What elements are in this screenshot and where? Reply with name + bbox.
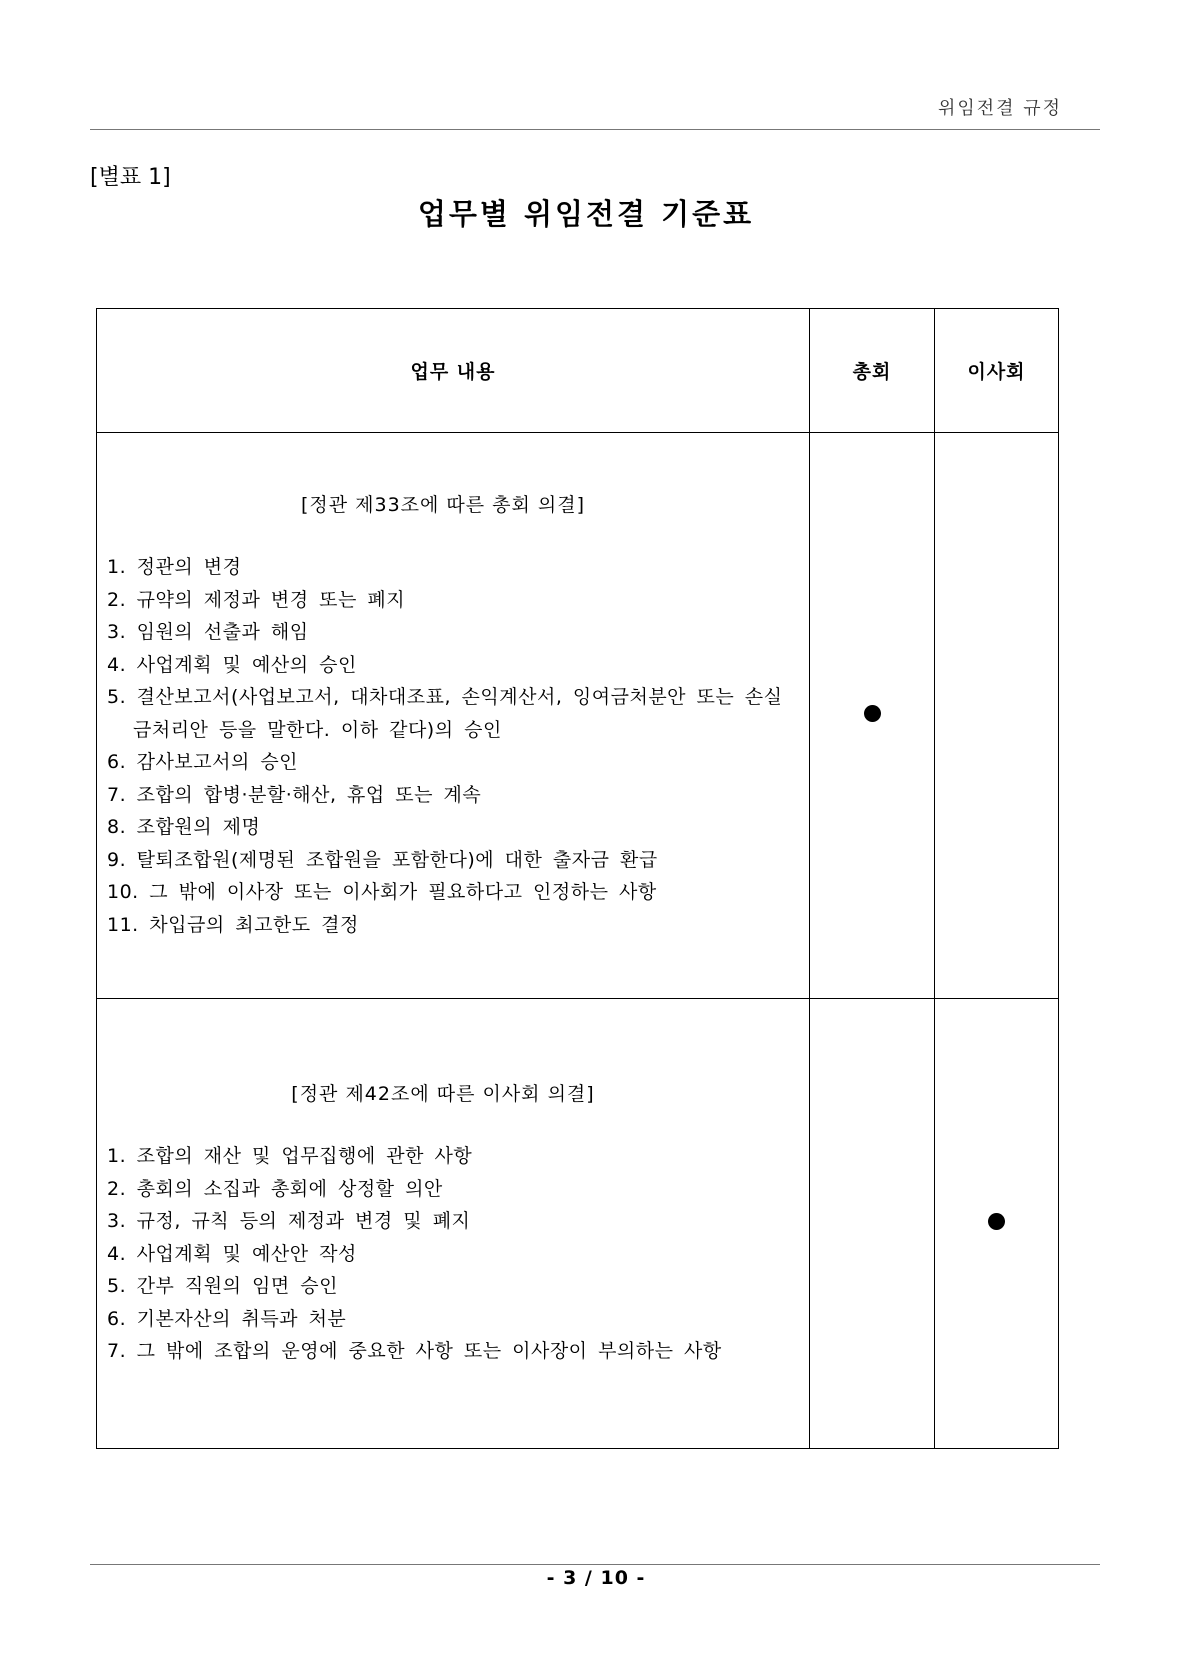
list-item: 6. 감사보고서의 승인 xyxy=(107,751,299,773)
list-item: 9. 탈퇴조합원(제명된 조합원을 포함한다)에 대한 출자금 환급 xyxy=(107,848,658,871)
list-item: 7. 조합의 합병·분할·해산, 휴업 또는 계속 xyxy=(107,783,482,806)
header-divider xyxy=(90,129,1100,130)
list-item: 11. 차입금의 최고한도 결정 xyxy=(107,913,359,936)
work-content-cell xyxy=(97,999,810,1449)
page-number: - 3 / 10 - xyxy=(546,1567,646,1589)
list-item: 3. 임원의 선출과 해임 xyxy=(107,621,309,643)
list-item: 2. 총회의 소집과 총회에 상정할 의안 xyxy=(107,1177,443,1200)
list-item: 1. 조합의 재산 및 업무집행에 관한 사항 xyxy=(107,1145,473,1168)
list-item: 2. 규약의 제정과 변경 또는 폐지 xyxy=(107,588,406,611)
board-mark-cell xyxy=(935,999,1059,1449)
annex-label: [별표 1] xyxy=(90,165,171,190)
document-header-label: 위임전결 규정 xyxy=(937,98,1062,119)
list-item: 7. 그 밖에 조합의 운영에 중요한 사항 또는 이사장이 부의하는 사항 xyxy=(107,1340,722,1363)
list-item: 5. 간부 직원의 임면 승인 xyxy=(107,1275,338,1298)
list-item: 10. 그 밖에 이사장 또는 이사회가 필요하다고 인정하는 사항 xyxy=(107,881,657,903)
list-item: 4. 사업계획 및 예산의 승인 xyxy=(107,653,357,676)
column-header-board: 이사회 xyxy=(935,309,1059,433)
general-assembly-mark-cell xyxy=(810,999,935,1449)
column-header-general-assembly: 총회 xyxy=(810,309,935,433)
board-mark-cell xyxy=(935,433,1059,999)
item-list xyxy=(107,1140,799,1368)
list-item: 5. 결산보고서(사업보고서, 대차대조표, 손익계산서, 잉여금처분안 또는 손실금처리안 등을 말한다. 이하 같다)의 승인 xyxy=(107,686,783,741)
column-header-work-content: 업무 내용 xyxy=(97,309,810,433)
approval-dot-icon xyxy=(988,1213,1005,1230)
list-item: 3. 규정, 규칙 등의 제정과 변경 및 폐지 xyxy=(107,1210,471,1233)
section-heading: [정관 제33조에 따른 총회 의결] xyxy=(300,494,586,516)
general-assembly-mark-cell xyxy=(810,433,935,999)
approval-dot-icon xyxy=(864,705,881,722)
item-list xyxy=(107,551,799,941)
list-item: 1. 정관의 변경 xyxy=(107,556,242,578)
table-row xyxy=(97,999,1059,1449)
list-item: 8. 조합원의 제명 xyxy=(107,816,261,838)
section-heading: [정관 제42조에 따른 이사회 의결] xyxy=(291,1083,595,1106)
work-content-cell xyxy=(97,433,810,999)
table-row xyxy=(97,433,1059,999)
delegation-criteria-table xyxy=(96,308,1059,1449)
table-header-row xyxy=(97,309,1059,433)
list-item: 4. 사업계획 및 예산안 작성 xyxy=(107,1242,357,1265)
footer-divider xyxy=(90,1564,1100,1565)
list-item: 6. 기본자산의 취득과 처분 xyxy=(107,1307,347,1330)
page-title: 업무별 위임전결 기준표 xyxy=(417,197,755,231)
